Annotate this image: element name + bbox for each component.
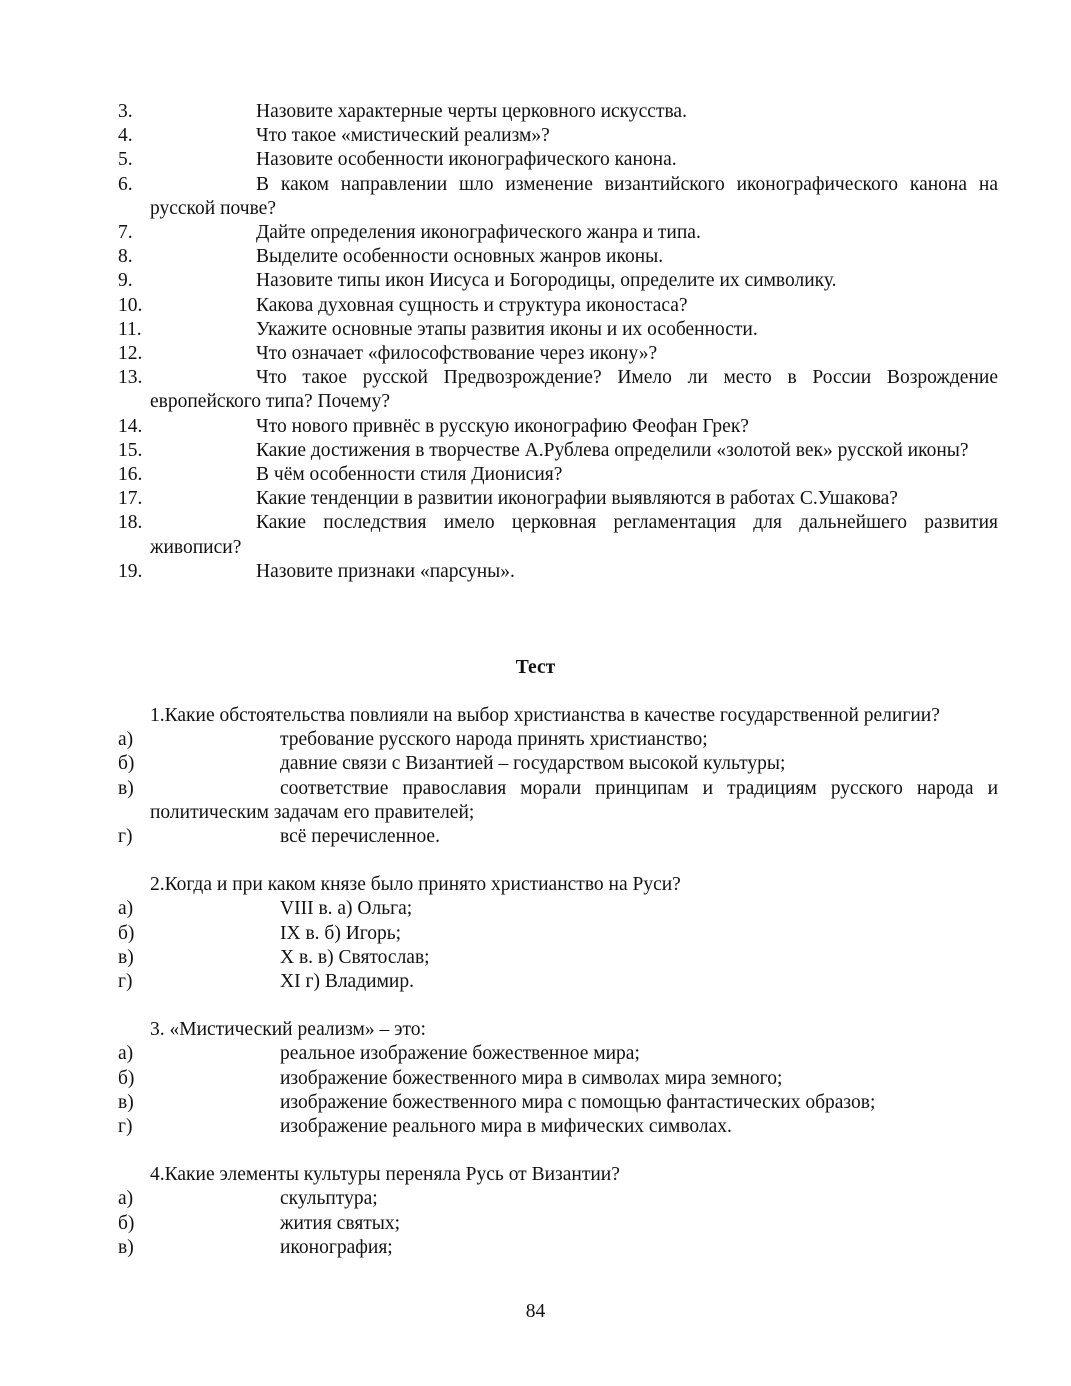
answer-option [118, 946, 998, 970]
question-text: Дайте определения иконографического жанра и типа. [256, 222, 701, 244]
answer-option [118, 970, 998, 994]
option-letter: в) [118, 1091, 134, 1113]
option-text: иконография; [280, 1236, 393, 1258]
question-item [118, 318, 998, 342]
option-text: всё перечисленное. [280, 826, 440, 848]
question-text: В каком направлении шло изменение византийского иконографического канона на русской почве? [150, 173, 998, 219]
question-number: 12. [118, 343, 143, 365]
option-letter: в) [118, 777, 134, 799]
question-text: Что такое русской Предвозрождение? Имело ли место в России Возрождение европейского типа? Почему? [150, 367, 998, 413]
option-letter: а) [118, 729, 134, 751]
question-item [118, 463, 998, 487]
question-list [118, 100, 998, 584]
question-item [118, 366, 998, 414]
option-letter: г) [118, 971, 133, 993]
question-number: 10. [118, 294, 143, 316]
test-question [118, 873, 998, 994]
answer-option [118, 777, 998, 825]
option-text: изображение реального мира в мифических символах. [280, 1116, 732, 1138]
option-letter: б) [118, 1212, 135, 1234]
question-text: Что такое «мистический реализм»? [256, 125, 550, 147]
question-item [118, 269, 998, 293]
option-letter: а) [118, 898, 134, 920]
question-item [118, 245, 998, 269]
option-letter: б) [118, 922, 135, 944]
option-text: X в. в) Святослав; [280, 946, 430, 968]
question-number: 6. [118, 173, 133, 195]
answer-option [118, 1212, 998, 1236]
question-item [118, 221, 998, 245]
answer-option [118, 825, 998, 849]
test-question [118, 704, 998, 849]
question-number: 17. [118, 488, 143, 510]
question-number: 16. [118, 464, 143, 486]
answer-option [118, 1091, 998, 1115]
question-number: 8. [118, 246, 133, 268]
option-letter: б) [118, 1067, 135, 1089]
question-item [118, 439, 998, 463]
question-text: Какие достижения в творчестве А.Рублева определили «золотой век» русской иконы? [256, 439, 969, 461]
answer-option [118, 922, 998, 946]
question-item [118, 173, 998, 221]
question-number: 19. [118, 560, 143, 582]
question-item [118, 342, 998, 366]
option-letter: а) [118, 1188, 134, 1210]
question-text: Что означает «философствование через икону»? [256, 343, 658, 365]
question-item [118, 124, 998, 148]
answer-option [118, 752, 998, 776]
option-letter: в) [118, 1236, 134, 1258]
answer-option [118, 1042, 998, 1066]
question-text: Какие последствия имело церковная регламентация для дальнейшего развития живописи? [150, 512, 998, 558]
question-number: 11. [118, 318, 142, 340]
test-question-text: 1.Какие обстоятельства повлияли на выбор христианства в качестве государственной религии? [150, 705, 940, 726]
option-text: XI г) Владимир. [280, 971, 414, 993]
test-questions [118, 704, 998, 1284]
answer-option [118, 1236, 998, 1260]
question-text: Выделите особенности основных жанров иконы. [256, 246, 664, 268]
question-number: 15. [118, 439, 143, 461]
question-text: Назовите характерные черты церковного искусства. [256, 101, 687, 122]
question-text: Какова духовная сущность и структура иконостаса? [256, 294, 688, 316]
question-item [118, 294, 998, 318]
option-letter: г) [118, 1116, 133, 1138]
test-question [118, 1163, 998, 1260]
option-text: требование русского народа принять христианство; [280, 729, 708, 751]
question-text: В чём особенности стиля Дионисия? [256, 464, 563, 486]
question-number: 13. [118, 367, 143, 389]
test-question-text: 3. «Мистический реализм» – это: [150, 1019, 426, 1041]
question-text: Назовите особенности иконографического канона. [256, 149, 677, 171]
question-number: 18. [118, 512, 143, 534]
question-number: 5. [118, 149, 133, 171]
option-text: изображение божественного мира в символах мира земного; [280, 1067, 783, 1089]
question-item [118, 560, 998, 584]
answer-option [118, 897, 998, 921]
test-question [118, 1018, 998, 1139]
answer-option [118, 1187, 998, 1211]
option-text: VIII в. а) Ольга; [280, 898, 413, 920]
option-letter: б) [118, 753, 135, 775]
option-text: соответствие православия морали принципам и традициям русского народа и политическим задачам его правителей; [150, 777, 998, 823]
question-text: Какие тенденции в развитии иконографии выявляются в работах С.Ушакова? [256, 488, 898, 510]
option-text: IX в. б) Игорь; [280, 922, 402, 944]
option-letter: в) [118, 946, 134, 968]
question-number: 7. [118, 222, 133, 244]
question-text: Назовите признаки «парсуны». [256, 560, 515, 582]
option-text: давние связи с Византией – государством высокой культуры; [280, 753, 786, 775]
question-item [118, 148, 998, 172]
question-number: 4. [118, 125, 133, 147]
test-heading: Тест [515, 657, 556, 678]
test-question-text: 2.Когда и при каком князе было принято христианство на Руси? [150, 874, 681, 896]
question-item [118, 100, 998, 124]
question-text: Что нового привнёс в русскую иконографию Феофан Грек? [256, 415, 749, 437]
page-number: 84 [525, 1301, 546, 1322]
question-item [118, 415, 998, 439]
question-number: 3. [118, 101, 133, 122]
question-number: 9. [118, 270, 133, 292]
option-text: изображение божественного мира с помощью фантастических образов; [280, 1091, 876, 1113]
option-text: скульптура; [280, 1188, 378, 1210]
option-text: жития святых; [280, 1212, 401, 1234]
option-letter: а) [118, 1043, 134, 1065]
option-text: реальное изображение божественное мира; [280, 1043, 640, 1065]
answer-option [118, 728, 998, 752]
question-text: Назовите типы икон Иисуса и Богородицы, определите их символику. [256, 270, 837, 292]
question-number: 14. [118, 415, 143, 437]
answer-option [118, 1067, 998, 1091]
question-item [118, 511, 998, 559]
option-letter: г) [118, 826, 133, 848]
test-question-text: 4.Какие элементы культуры переняла Русь от Византии? [150, 1164, 620, 1186]
answer-option [118, 1115, 998, 1139]
question-text: Укажите основные этапы развития иконы и их особенности. [256, 318, 758, 340]
question-item [118, 487, 998, 511]
